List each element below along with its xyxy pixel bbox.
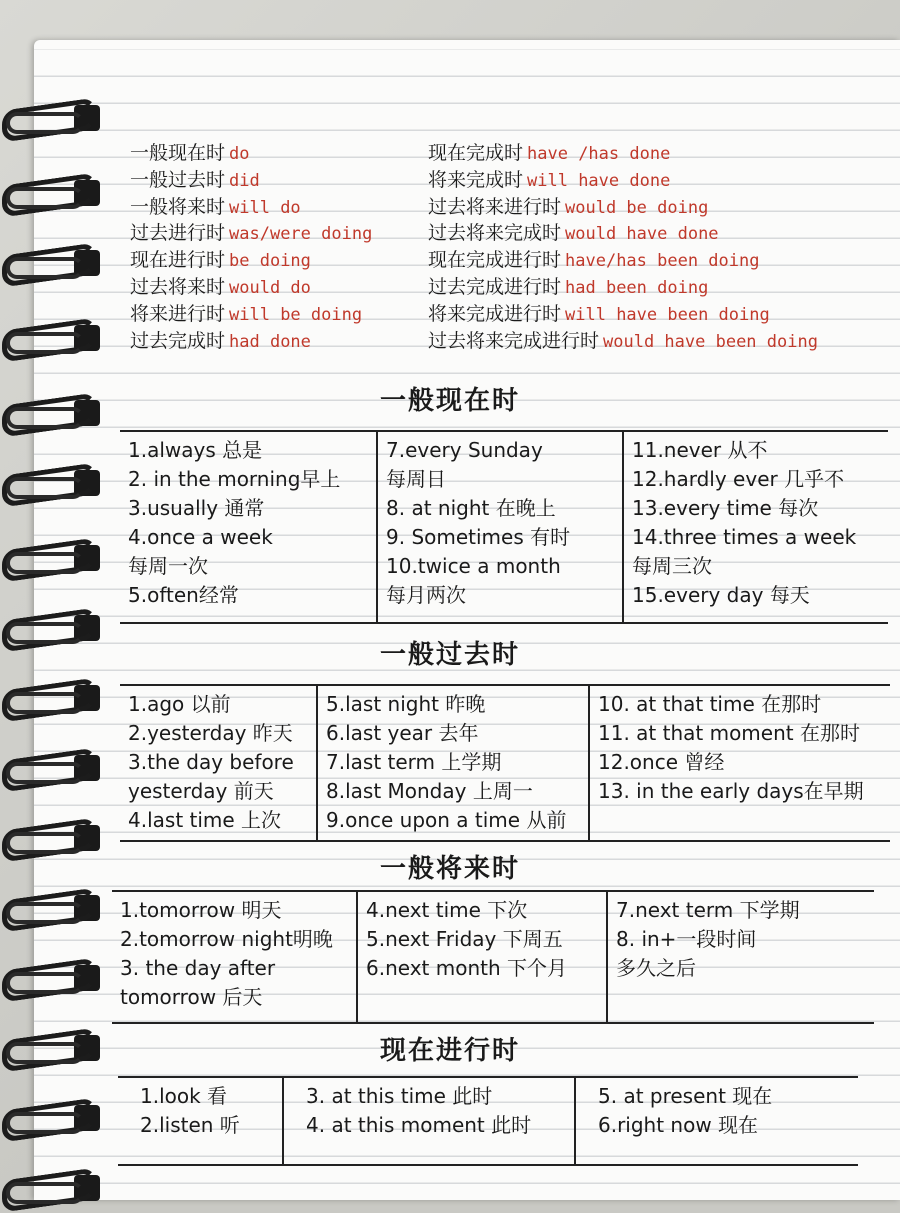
time-expression: 2.tomorrow night明晚: [120, 927, 333, 951]
time-expression: 3. the day after: [120, 956, 276, 980]
tense-name: 将来完成时: [428, 168, 524, 191]
tense-summary-row: [428, 274, 818, 301]
tense-form: would have done: [565, 224, 719, 245]
present-continuous-column-2: [284, 1078, 576, 1164]
tense-name: 现在完成时: [428, 142, 524, 164]
section-title-present-continuous: 现在进行时: [379, 1036, 520, 1066]
ring-wire: [6, 1112, 84, 1134]
time-expression: 3.the day before: [128, 750, 294, 774]
time-expression: 15.every day 每天: [632, 583, 810, 607]
time-expression: yesterday 前天: [128, 779, 274, 803]
time-expression: 每月两次: [386, 583, 466, 607]
time-expression: 6.right now 现在: [598, 1113, 759, 1137]
tense-name: 过去将来完成进行时: [428, 329, 600, 352]
tense-form: will have done: [527, 170, 671, 191]
ring-wire: [6, 112, 84, 134]
tense-summary-row: [428, 140, 818, 167]
spiral-ring: [0, 245, 104, 279]
time-expression: 10.twice a month: [386, 554, 561, 578]
time-expression: 7.next term 下学期: [616, 898, 800, 922]
tense-name: 一般过去时: [130, 168, 226, 191]
time-expression: 13. in the early days在早期: [598, 779, 864, 803]
time-expression: 5. at present 现在: [598, 1084, 773, 1108]
tense-summary-row: [428, 328, 818, 355]
time-expression: 6.next month 下个月: [366, 956, 568, 980]
ring-wire: [6, 332, 84, 354]
tense-name: 过去将来进行时: [428, 195, 562, 218]
ring-wire: [6, 1182, 84, 1204]
time-expression: 5.next Friday 下周五: [366, 927, 563, 951]
time-expression: 2.listen 听: [140, 1113, 240, 1137]
simple-present-table: [120, 430, 888, 624]
tense-form: have/has been doing: [565, 251, 760, 272]
ring-wire: [6, 692, 84, 714]
tense-form: will be doing: [229, 304, 363, 325]
simple-future-column-3: [608, 892, 874, 1022]
tense-form: was/were doing: [229, 224, 373, 245]
time-expression: 10. at that time 在那时: [598, 692, 822, 716]
tense-name: 过去进行时: [130, 222, 226, 245]
spiral-ring: [0, 960, 104, 994]
time-expression: 13.every time 每次: [632, 496, 819, 520]
tense-summary-right-column: [428, 140, 818, 354]
time-expression: 每周一次: [128, 554, 208, 578]
time-expression: 6.last year 去年: [326, 721, 479, 745]
time-expression: 5.often经常: [128, 583, 239, 607]
tense-summary-row: [130, 301, 372, 328]
time-expression: 每周日: [386, 467, 446, 491]
spiral-binding: [0, 0, 110, 1200]
tense-name: 一般将来时: [130, 195, 226, 218]
tense-form: do: [229, 144, 250, 164]
ring-wire: [6, 552, 84, 574]
time-expression: 11.never 从不: [632, 438, 768, 462]
time-expression: 每周三次: [632, 554, 712, 578]
tense-form: did: [229, 170, 260, 191]
simple-present-column-2: [378, 432, 624, 622]
spiral-ring: [0, 1100, 104, 1134]
simple-past-table: [120, 684, 890, 842]
simple-past-column-1: [120, 686, 318, 840]
time-expression: 1.ago 以前: [128, 692, 231, 716]
time-expression: 多久之后: [616, 956, 696, 980]
tense-summary-row: [428, 247, 818, 274]
spiral-ring: [0, 320, 104, 354]
time-expression: 9.once upon a time 从前: [326, 808, 567, 832]
tense-name: 过去完成进行时: [428, 275, 562, 298]
tense-form: would be doing: [565, 197, 709, 218]
time-expression: 7.every Sunday: [386, 438, 543, 462]
tense-summary-row: [130, 247, 372, 274]
time-expression: 1.look 看: [140, 1084, 228, 1108]
tense-form: would have been doing: [603, 331, 818, 352]
time-expression: 7.last term 上学期: [326, 750, 502, 774]
tense-summary-row: [130, 328, 372, 355]
time-expression: 1.always 总是: [128, 438, 263, 462]
ring-wire: [6, 477, 84, 499]
tense-form: will do: [229, 197, 301, 218]
tense-form: be doing: [229, 251, 311, 272]
tense-summary-row: [428, 194, 818, 221]
tense-name: 过去完成时: [130, 329, 226, 352]
simple-present-column-1: [120, 432, 378, 622]
time-expression: 2.yesterday 昨天: [128, 721, 293, 745]
present-continuous-table: [118, 1076, 858, 1166]
simple-past-column-3: [590, 686, 890, 840]
simple-present-column-3: [624, 432, 888, 622]
spiral-ring: [0, 680, 104, 714]
simple-future-table: [112, 890, 874, 1024]
time-expression: 4.once a week: [128, 525, 273, 549]
spiral-ring: [0, 1170, 104, 1204]
time-expression: tomorrow 后天: [120, 985, 263, 1009]
tense-summary-row: [130, 194, 372, 221]
time-expression: 4.last time 上次: [128, 808, 282, 832]
present-continuous-column-3: [576, 1078, 858, 1164]
present-continuous-column-1: [118, 1078, 284, 1164]
tense-name: 一般现在时: [130, 142, 226, 164]
ring-wire: [6, 257, 84, 279]
time-expression: 1.tomorrow 明天: [120, 898, 282, 922]
section-title-simple-present: 一般现在时: [379, 386, 520, 416]
spiral-ring: [0, 175, 104, 209]
tense-summary-row: [428, 301, 818, 328]
tense-summary-row: [130, 274, 372, 301]
time-expression: 2. in the morning早上: [128, 467, 341, 491]
tense-summary-left-column: [130, 140, 372, 354]
spiral-ring: [0, 750, 104, 784]
tense-summary-row: [428, 167, 818, 194]
simple-future-column-1: [112, 892, 358, 1022]
ring-wire: [6, 762, 84, 784]
tense-form: would do: [229, 277, 311, 298]
time-expression: 12.once 曾经: [598, 750, 725, 774]
spiral-ring: [0, 540, 104, 574]
section-title-simple-future: 一般将来时: [379, 854, 520, 884]
tense-form: have /has done: [527, 144, 671, 164]
time-expression: 12.hardly ever 几乎不: [632, 467, 845, 491]
spiral-ring: [0, 890, 104, 924]
time-expression: 4. at this moment 此时: [306, 1113, 532, 1137]
tense-form: had been doing: [565, 277, 709, 298]
time-expression: 14.three times a week: [632, 525, 857, 549]
spiral-ring: [0, 100, 104, 134]
time-expression: 11. at that moment 在那时: [598, 721, 860, 745]
time-expression: 5.last night 昨晚: [326, 692, 486, 716]
tense-summary-row: [130, 220, 372, 247]
ring-wire: [6, 902, 84, 924]
time-expression: 8.last Monday 上周一: [326, 779, 533, 803]
section-title-simple-past: 一般过去时: [379, 640, 520, 670]
tense-form: will have been doing: [565, 304, 770, 325]
tense-summary-row: [428, 220, 818, 247]
tense-form: had done: [229, 331, 311, 352]
simple-future-column-2: [358, 892, 608, 1022]
ring-wire: [6, 187, 84, 209]
time-expression: 3. at this time 此时: [306, 1084, 493, 1108]
tense-name: 过去将来时: [130, 275, 226, 298]
tense-name: 现在完成进行时: [428, 249, 562, 272]
time-expression: 8. at night 在晚上: [386, 496, 556, 520]
ring-wire: [6, 972, 84, 994]
tense-summary-row: [130, 167, 372, 194]
tense-name: 现在进行时: [130, 249, 226, 272]
simple-past-column-2: [318, 686, 590, 840]
spiral-ring: [0, 465, 104, 499]
time-expression: 3.usually 通常: [128, 496, 265, 520]
tense-name: 将来进行时: [130, 302, 226, 325]
tense-name: 将来完成进行时: [428, 302, 562, 325]
time-expression: 8. in+一段时间: [616, 927, 757, 951]
time-expression: 4.next time 下次: [366, 898, 528, 922]
time-expression: 9. Sometimes 有时: [386, 525, 571, 549]
tense-name: 过去将来完成时: [428, 222, 562, 245]
tense-summary-row: [130, 140, 372, 167]
